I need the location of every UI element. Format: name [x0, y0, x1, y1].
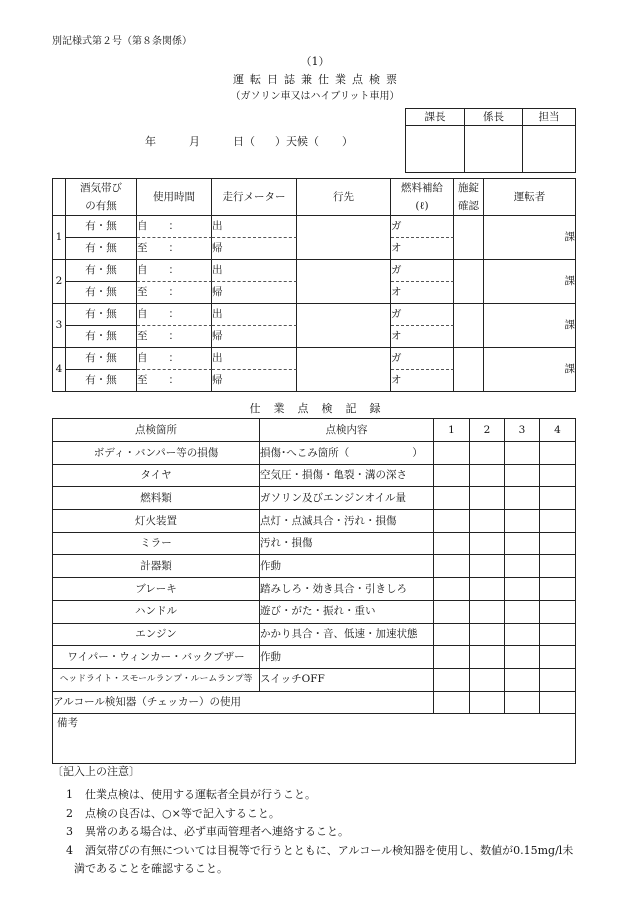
col-header-fuel-line2: (ℓ) [415, 200, 429, 212]
inspection-item: 計器類 [53, 555, 260, 578]
lock-check-cell [454, 216, 484, 260]
note-text: 点検の良否は、○×等で記入すること。 [85, 806, 280, 820]
note-number: 4 [66, 843, 73, 857]
check-day3-cell [505, 442, 540, 465]
check-day1-cell [434, 510, 470, 533]
inspection-item: タイヤ [53, 465, 260, 488]
check-day1-cell [434, 487, 470, 510]
check-day4-cell [540, 442, 576, 465]
col-header-fuel-line1: 燃料補給 [401, 182, 443, 194]
approval-stamp-subchief [465, 126, 523, 173]
col-header-day4: 4 [540, 419, 576, 442]
inspection-content: ガソリン及びエンジンオイル量 [260, 487, 434, 510]
check-day1-cell [434, 578, 470, 601]
log-row-number: 3 [53, 304, 66, 348]
fuel-gasoline: ガ [391, 260, 454, 282]
date-year-label: 年 [145, 135, 156, 148]
col-header-alcohol [66, 179, 137, 216]
time-from: 自 ： [137, 216, 212, 238]
date-month-label: 月 [189, 135, 200, 148]
col-header-row-number [53, 179, 66, 216]
lock-check-cell [454, 304, 484, 348]
meter-out: 出 [212, 260, 297, 282]
inspection-item: エンジン [53, 624, 260, 647]
page-subtitle: （ガソリン車又はハイブリット車用） [230, 91, 400, 102]
time-to: 至 ： [137, 326, 212, 348]
fuel-oil: オ [391, 326, 454, 348]
destination-cell [297, 260, 391, 304]
inspection-content: かかり具合・音、低速・加速状態 [260, 624, 434, 647]
inspection-item: ミラー [53, 533, 260, 556]
note-text: 仕業点検は、使用する運転者全員が行うこと。 [85, 788, 316, 801]
log-row-number: 4 [53, 348, 66, 392]
col-header-driver: 運転者 [484, 179, 576, 216]
check-day2-cell [470, 533, 505, 556]
date-day-label: 日（ [233, 135, 255, 148]
driver-dept-label: 課 [564, 319, 575, 332]
alcohol-check-out: 有・無 [66, 304, 137, 326]
check-day3-cell [505, 533, 540, 556]
check-day4-cell [540, 646, 576, 669]
fuel-oil: オ [391, 238, 454, 260]
col-header-alcohol-line2: の有無 [85, 200, 117, 212]
meter-return: 帰 [212, 370, 297, 392]
time-to: 至 ： [137, 370, 212, 392]
col-header-day3: 3 [505, 419, 540, 442]
driver-cell [484, 304, 576, 348]
inspection-content: 踏みしろ・効き具合・引きしろ [260, 578, 434, 601]
check-day3-cell [505, 487, 540, 510]
check-day3-cell [505, 669, 540, 692]
time-to: 至 ： [137, 282, 212, 304]
alcohol-checker-item: アルコール検知器（チェッカー）の使用 [53, 692, 434, 715]
log-row-number: 2 [53, 260, 66, 304]
check-day3-cell [505, 510, 540, 533]
check-day2-cell [470, 624, 505, 647]
check-day2-cell [470, 442, 505, 465]
check-day2-cell [470, 692, 505, 715]
check-day3-cell [505, 624, 540, 647]
inspection-content: スイッチOFF [260, 669, 434, 692]
notes-heading: 〔記入上の注意〕 [52, 765, 140, 778]
driving-log-table [52, 178, 576, 392]
form-reference: 別記様式第２号（第８条関係） [52, 36, 192, 47]
check-day1-cell [434, 533, 470, 556]
check-day2-cell [470, 465, 505, 488]
page-title: 運転日誌兼仕業点検票 [233, 73, 403, 86]
inspection-item: ハンドル [53, 601, 260, 624]
col-header-item: 点検箇所 [53, 419, 260, 442]
destination-cell [297, 304, 391, 348]
fuel-oil: オ [391, 282, 454, 304]
alcohol-check-out: 有・無 [66, 216, 137, 238]
driver-cell [484, 216, 576, 260]
approval-box [405, 108, 576, 173]
approval-stamp-chief [406, 126, 465, 173]
check-day2-cell [470, 578, 505, 601]
meter-out: 出 [212, 348, 297, 370]
check-day3-cell [505, 601, 540, 624]
driver-cell [484, 260, 576, 304]
alcohol-check-return: 有・無 [66, 238, 137, 260]
approval-header-staff: 担当 [523, 109, 576, 126]
meter-return: 帰 [212, 238, 297, 260]
driver-dept-label: 課 [564, 231, 575, 244]
inspection-section-title: 仕業点検記録 [249, 402, 394, 415]
check-day1-cell [434, 646, 470, 669]
check-day3-cell [505, 692, 540, 715]
approval-stamp-staff [523, 126, 576, 173]
remarks-box [53, 714, 576, 764]
inspection-content: 空気圧・損傷・亀裂・溝の深さ [260, 465, 434, 488]
inspection-table [52, 418, 576, 764]
inspection-item: ワイパー・ウィンカー・バックブザー [53, 646, 260, 669]
check-day1-cell [434, 669, 470, 692]
col-header-lock-line1: 施錠 [458, 182, 479, 194]
check-day1-cell [434, 624, 470, 647]
check-day4-cell [540, 465, 576, 488]
check-day4-cell [540, 578, 576, 601]
check-day4-cell [540, 487, 576, 510]
meter-out: 出 [212, 216, 297, 238]
driver-dept-label: 課 [564, 363, 575, 376]
col-header-day2: 2 [470, 419, 505, 442]
form-number: （1） [300, 55, 330, 68]
check-day2-cell [470, 487, 505, 510]
destination-cell [297, 348, 391, 392]
time-to: 至 ： [137, 238, 212, 260]
time-from: 自 ： [137, 260, 212, 282]
check-day2-cell [470, 510, 505, 533]
check-day2-cell [470, 601, 505, 624]
check-day4-cell [540, 624, 576, 647]
check-day1-cell [434, 442, 470, 465]
weather-close: ） [342, 135, 353, 148]
inspection-item: 灯火装置 [53, 510, 260, 533]
alcohol-check-return: 有・無 [66, 326, 137, 348]
inspection-item: ボディ・バンパー等の損傷 [53, 442, 260, 465]
check-day3-cell [505, 465, 540, 488]
inspection-content: 作動 [260, 555, 434, 578]
destination-cell [297, 216, 391, 260]
meter-out: 出 [212, 304, 297, 326]
check-day1-cell [434, 601, 470, 624]
fuel-gasoline: ガ [391, 216, 454, 238]
inspection-content: 遊び・がた・振れ・重い [260, 601, 434, 624]
note-number: 1 [66, 788, 73, 801]
inspection-content: 汚れ・損傷 [260, 533, 434, 556]
approval-header-chief: 課長 [406, 109, 465, 126]
check-day4-cell [540, 510, 576, 533]
fuel-gasoline: ガ [391, 348, 454, 370]
col-header-meter: 走行メーター [212, 179, 297, 216]
check-day1-cell [434, 692, 470, 715]
check-day3-cell [505, 555, 540, 578]
check-day3-cell [505, 578, 540, 601]
col-header-day1: 1 [434, 419, 470, 442]
note-number: 3 [66, 825, 73, 838]
inspection-content: 損傷･へこみ箇所（ ） [260, 442, 434, 465]
remarks-label: 備考 [57, 717, 78, 730]
note-text: 酒気帯びの有無については目視等で行うとともに、アルコール検知器を使用し、数値が0.15mg/l未満であることを確認すること。 [74, 843, 574, 875]
time-from: 自 ： [137, 348, 212, 370]
col-header-content: 点検内容 [260, 419, 434, 442]
alcohol-check-out: 有・無 [66, 348, 137, 370]
fuel-gasoline: ガ [391, 304, 454, 326]
driver-cell [484, 348, 576, 392]
check-day1-cell [434, 555, 470, 578]
col-header-lock-line2: 確認 [458, 200, 479, 212]
alcohol-check-out: 有・無 [66, 260, 137, 282]
notes-list [66, 786, 577, 879]
driver-dept-label: 課 [564, 275, 575, 288]
meter-return: 帰 [212, 326, 297, 348]
check-day2-cell [470, 555, 505, 578]
note-item [66, 842, 577, 879]
note-item [66, 823, 577, 842]
inspection-content: 点灯・点滅具合・汚れ・損傷 [260, 510, 434, 533]
alcohol-check-return: 有・無 [66, 282, 137, 304]
check-day4-cell [540, 692, 576, 715]
lock-check-cell [454, 348, 484, 392]
inspection-item: ヘッドライト・スモールランプ・ルームランプ等 [53, 669, 260, 692]
note-item [66, 805, 577, 824]
check-day3-cell [505, 646, 540, 669]
fuel-oil: オ [391, 370, 454, 392]
check-day4-cell [540, 533, 576, 556]
note-item [66, 786, 577, 805]
note-text: 異常のある場合は、必ず車両管理者へ連絡すること。 [85, 825, 349, 838]
check-day1-cell [434, 465, 470, 488]
col-header-alcohol-line1: 酒気帯び [80, 182, 122, 194]
inspection-item: ブレーキ [53, 578, 260, 601]
inspection-content: 作動 [260, 646, 434, 669]
lock-check-cell [454, 260, 484, 304]
approval-header-subchief: 係長 [465, 109, 523, 126]
check-day4-cell [540, 555, 576, 578]
alcohol-check-return: 有・無 [66, 370, 137, 392]
check-day4-cell [540, 601, 576, 624]
time-from: 自 ： [137, 304, 212, 326]
col-header-fuel [391, 179, 454, 216]
log-row-number: 1 [53, 216, 66, 260]
check-day2-cell [470, 669, 505, 692]
note-number: 2 [66, 806, 73, 820]
col-header-lock [454, 179, 484, 216]
col-header-time: 使用時間 [137, 179, 212, 216]
check-day4-cell [540, 669, 576, 692]
col-header-destination: 行先 [297, 179, 391, 216]
weather-label: ）天候（ [275, 135, 319, 148]
meter-return: 帰 [212, 282, 297, 304]
check-day2-cell [470, 646, 505, 669]
inspection-item: 燃料類 [53, 487, 260, 510]
